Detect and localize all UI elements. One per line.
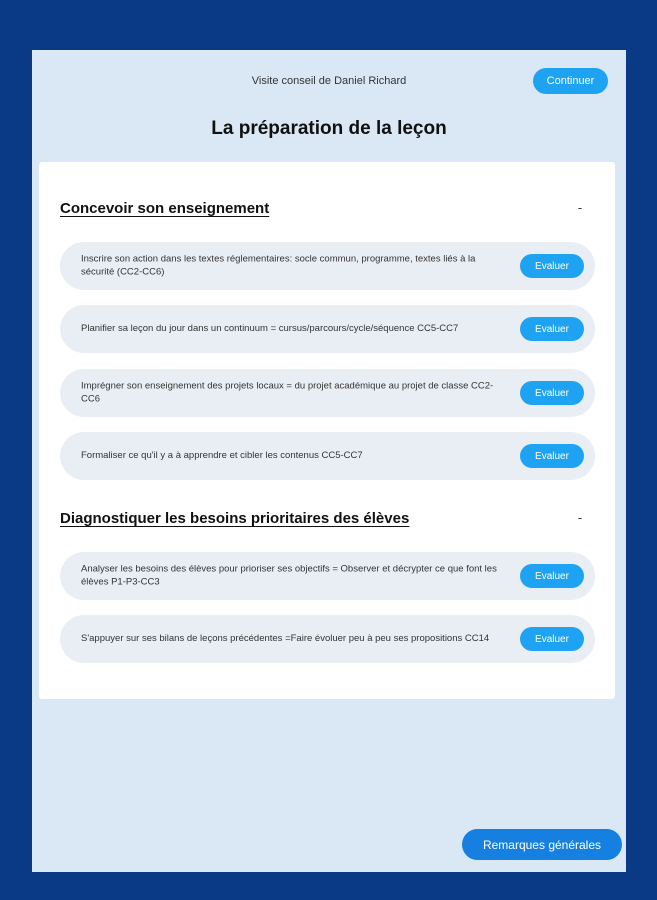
top-bar — [32, 68, 626, 96]
evaluate-button[interactable]: Evaluer — [520, 381, 584, 405]
evaluate-button[interactable]: Evaluer — [520, 627, 584, 651]
item-text: Planifier sa leçon du jour dans un continuum = cursus/parcours/cycle/séquence CC5-CC7 — [81, 322, 459, 334]
collapse-toggle[interactable]: - — [570, 510, 590, 525]
content-card — [39, 162, 615, 699]
section-header-diagnostiquer[interactable] — [60, 510, 590, 530]
list-item — [60, 242, 595, 290]
list-item — [60, 432, 595, 480]
collapse-toggle[interactable]: - — [570, 200, 590, 215]
evaluate-button[interactable]: Evaluer — [520, 254, 584, 278]
list-item — [60, 552, 595, 600]
section-title: Concevoir son enseignement — [60, 200, 270, 217]
continue-button[interactable]: Continuer — [533, 68, 608, 94]
item-text: Formaliser ce qu'il y a à apprendre et cibler les contenus CC5-CC7 — [81, 449, 363, 461]
general-remarks-button[interactable]: Remarques générales — [462, 829, 622, 860]
item-text: Imprégner son enseignement des projets locaux = du projet académique au projet de classe CC2-CC6 — [81, 380, 494, 404]
section-header-concevoir[interactable] — [60, 200, 590, 220]
item-text: Inscrire son action dans les textes réglementaires: socle commun, programme, textes liés à la sécurité (CC2-CC6) — [81, 253, 476, 277]
app-screen — [32, 50, 626, 872]
item-text: S'appuyer sur ses bilans de leçons précédentes =Faire évoluer peu à peu ses propositions CC14 — [81, 632, 490, 644]
visit-title: Visite conseil de Daniel Richard — [251, 75, 407, 87]
section-title: Diagnostiquer les besoins prioritaires des élèves — [60, 510, 410, 527]
page-title: La préparation de la leçon — [211, 118, 447, 139]
evaluate-button[interactable]: Evaluer — [520, 564, 584, 588]
evaluate-button[interactable]: Evaluer — [520, 444, 584, 468]
list-item — [60, 305, 595, 353]
item-text: Analyser les besoins des élèves pour prioriser ses objectifs = Observer et décrypter ce que font les élèves P1-P3-CC3 — [81, 563, 497, 587]
evaluate-button[interactable]: Evaluer — [520, 317, 584, 341]
list-item — [60, 369, 595, 417]
list-item — [60, 615, 595, 663]
